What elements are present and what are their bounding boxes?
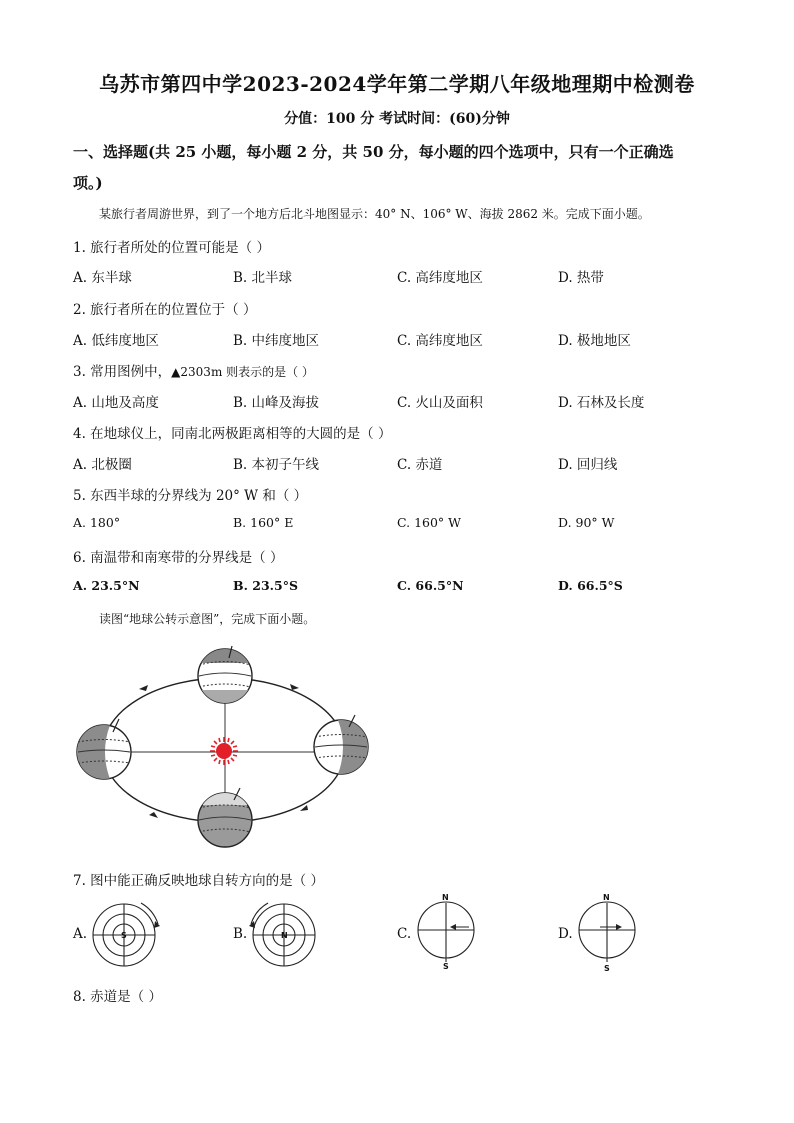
orbit-ellipse	[103, 678, 345, 822]
sun-icon	[210, 737, 238, 765]
q2-option-a[interactable]: A. 低纬度地区	[73, 333, 159, 349]
q7-option-b-label[interactable]: B.	[233, 926, 248, 942]
q7-c-side-view-icon	[418, 902, 474, 962]
q7-d-south-label: S	[604, 964, 610, 973]
q7-a-pole-label: S	[121, 931, 127, 940]
q2-option-c[interactable]: C. 高纬度地区	[397, 333, 483, 349]
q4-option-a[interactable]: A. 北极圈	[73, 457, 132, 473]
q5-option-a[interactable]: A. 180°	[73, 515, 121, 530]
question-2-stem: 2. 旅行者所在的位置位于（ ）	[73, 302, 257, 318]
q7-option-d-label[interactable]: D.	[558, 926, 573, 942]
q7-d-north-label: N	[603, 893, 610, 902]
q7-c-south-label: S	[443, 962, 449, 971]
orbit-arrows-icon	[139, 684, 308, 818]
q7-option-a-label[interactable]: A.	[73, 926, 88, 942]
q6-option-d[interactable]: D. 66.5°S	[558, 578, 623, 593]
q2-option-d[interactable]: D. 极地地区	[558, 333, 631, 349]
page-title: 乌苏市第四中学2023-2024学年第二学期八年级地理期中检测卷	[99, 72, 695, 96]
passage-intro-2: 读图“地球公转示意图”，完成下面小题。	[99, 612, 316, 626]
exam-meta: 分值：100 分 考试时间：(60)分钟	[284, 111, 510, 127]
q3-option-c[interactable]: C. 火山及面积	[397, 395, 483, 411]
q3-stem-prefix: 3. 常用图例中，	[73, 364, 172, 380]
question-8-stem: 8. 赤道是（ ）	[73, 989, 162, 1005]
section-heading: 一、选择题(共 25 小题，每小题 2 分，共 50 分，每小题的四个选项中，只有一个正确选	[73, 143, 674, 161]
q1-option-c[interactable]: C. 高纬度地区	[397, 270, 483, 286]
question-4-stem: 4. 在地球仪上，同南北两极距离相等的大圆的是（ ）	[73, 426, 392, 442]
question-1-stem: 1. 旅行者所处的位置可能是（ ）	[73, 240, 270, 256]
mountain-peak-symbol-icon: ▲	[171, 365, 181, 379]
q7-option-c-label[interactable]: C.	[397, 926, 412, 942]
q3-stem-suffix: 2303m 则表示的是（ ）	[180, 365, 314, 379]
earth-right-icon	[314, 715, 368, 774]
earth-left-icon	[77, 719, 131, 779]
q5-option-d[interactable]: D. 90° W	[558, 515, 615, 530]
earth-top-icon	[198, 646, 252, 704]
q6-option-a[interactable]: A. 23.5°N	[73, 578, 140, 593]
q7-d-side-view-icon	[579, 902, 635, 962]
q1-option-b[interactable]: B. 北半球	[233, 270, 293, 286]
q4-option-b[interactable]: B. 本初子午线	[233, 457, 320, 473]
q4-option-c[interactable]: C. 赤道	[397, 457, 443, 473]
passage-intro-1: 某旅行者周游世界，到了一个地方后北斗地图显示：40° N、106° W、海拔 2862 米。完成下面小题。	[99, 207, 650, 221]
q7-c-north-label: N	[442, 893, 449, 902]
earth-bottom-icon	[198, 788, 252, 847]
q3-option-a[interactable]: A. 山地及高度	[73, 395, 159, 411]
section-heading-cont: 项。)	[73, 174, 103, 192]
q2-option-b[interactable]: B. 中纬度地区	[233, 333, 320, 349]
q4-option-d[interactable]: D. 回归线	[558, 457, 618, 473]
q5-option-b[interactable]: B. 160° E	[233, 515, 294, 530]
question-6-stem: 6. 南温带和南寒带的分界线是（ ）	[73, 550, 284, 566]
q3-option-d[interactable]: D. 石林及长度	[558, 395, 645, 411]
q3-option-b[interactable]: B. 山峰及海拔	[233, 395, 320, 411]
question-5-stem: 5. 东西半球的分界线为 20° W 和（ ）	[73, 488, 308, 504]
q7-b-pole-label: N	[281, 931, 288, 940]
q5-option-c[interactable]: C. 160° W	[397, 515, 461, 530]
q1-option-a[interactable]: A. 东半球	[73, 270, 132, 286]
q6-option-b[interactable]: B. 23.5°S	[233, 578, 298, 593]
q1-option-d[interactable]: D. 热带	[558, 270, 604, 286]
question-7-stem: 7. 图中能正确反映地球自转方向的是（ ）	[73, 873, 324, 889]
question-3-stem	[73, 360, 314, 380]
q6-option-c[interactable]: C. 66.5°N	[397, 578, 464, 593]
